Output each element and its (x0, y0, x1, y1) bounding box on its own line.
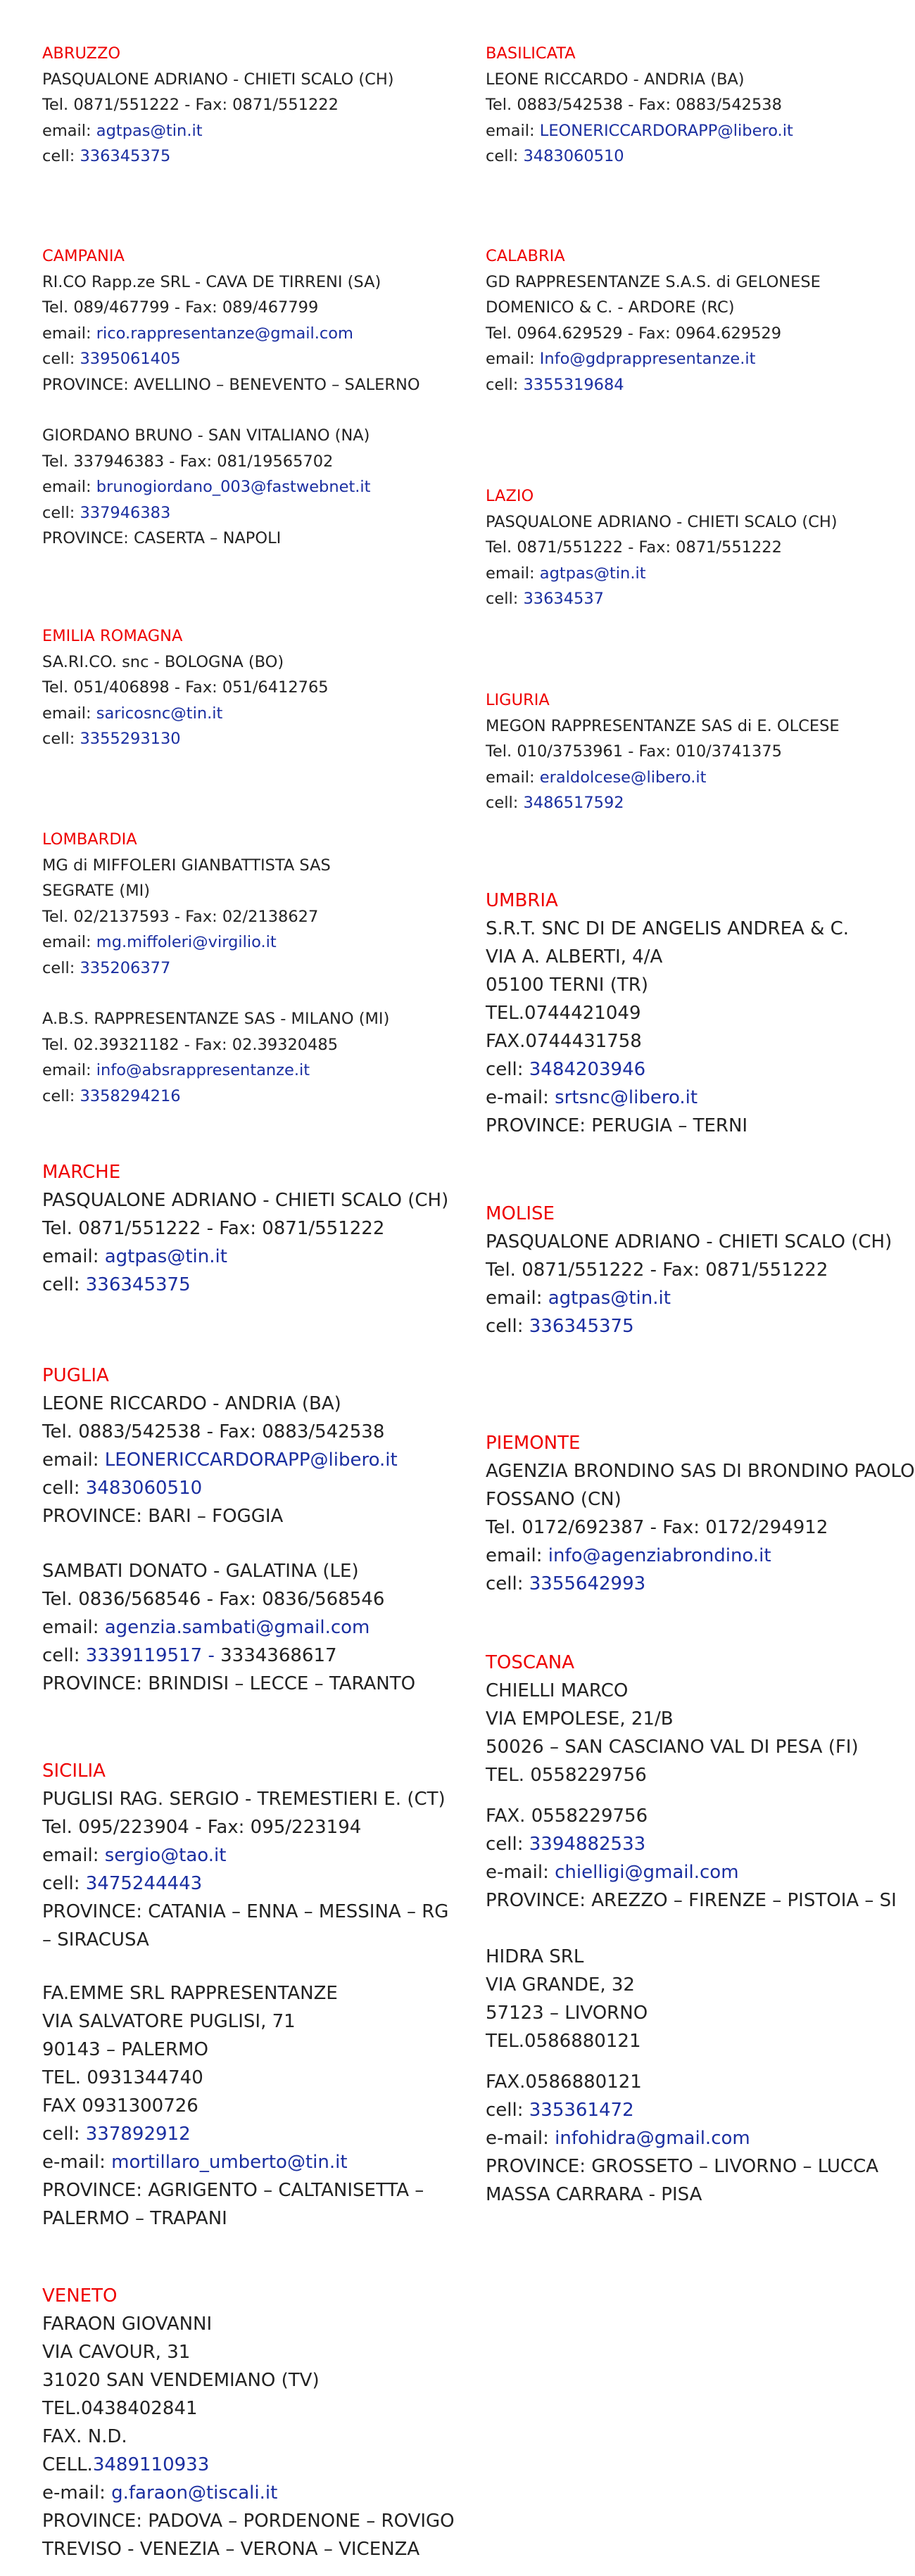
region-heading: CALABRIA (486, 247, 565, 265)
agent-name: GIORDANO BRUNO - SAN VITALIANO (NA) (42, 426, 370, 445)
email-link[interactable]: infohidra@gmail.com (555, 2128, 750, 2149)
agent-name: LEONE RICCARDO - ANDRIA (BA) (42, 1393, 341, 1414)
cell-line (486, 144, 908, 170)
email-label: email: (42, 1449, 99, 1471)
email-line (42, 1058, 465, 1084)
cell-link[interactable]: 3394882533 (529, 1834, 646, 1855)
email-link[interactable]: LEONERICCARDORAPP@libero.it (104, 1449, 398, 1471)
region-umbria (486, 887, 908, 1140)
cell-label: cell: (42, 730, 75, 748)
address-line: 50026 – SAN CASCIANO VAL DI PESA (FI) (486, 1737, 859, 1758)
phone-fax: Tel. 0871/551222 - Fax: 0871/551222 (42, 1218, 385, 1239)
cell-link[interactable]: 3355293130 (80, 730, 181, 748)
cell-label: cell: (42, 958, 75, 977)
region-heading: SICILIA (42, 1760, 106, 1782)
agent-name: A.B.S. RAPPRESENTANZE SAS - MILANO (MI) (42, 1010, 390, 1028)
region-heading: LIGURIA (486, 691, 550, 709)
region-heading: TOSCANA (486, 1652, 575, 1673)
region-piemonte (486, 1429, 915, 1598)
region-sicilia (42, 1757, 465, 2233)
cell-label: cell: (42, 1873, 80, 1894)
email-label: e-mail: (486, 2128, 549, 2149)
region-heading: MOLISE (486, 1203, 555, 1224)
cell-label: cell: (486, 1059, 524, 1080)
agent-name: CHIELLI MARCO (486, 1680, 629, 1701)
agent-name: FARAON GIOVANNI (42, 2314, 213, 2335)
phone-fax: Tel. 0871/551222 - Fax: 0871/551222 (486, 538, 782, 557)
email-label: email: (42, 1845, 99, 1866)
cell-link[interactable]: 3355642993 (529, 1573, 646, 1594)
phone-line: TEL.0438402841 (42, 2398, 198, 2419)
email-link[interactable]: info@absrappresentanze.it (96, 1061, 310, 1079)
cell-label: cell: (486, 794, 519, 812)
cell-line (42, 346, 465, 372)
address-line: 31020 SAN VENDEMIANO (TV) (42, 2370, 320, 2391)
province-line: PROVINCE: CASERTA – NAPOLI (42, 529, 282, 547)
agent-name: GD RAPPRESENTANZE S.A.S. di GELONESE (486, 272, 821, 291)
phone-fax: Tel. 02/2137593 - Fax: 02/2138627 (42, 907, 319, 926)
region-heading: BASILICATA (486, 44, 576, 63)
province-line: PROVINCE: AGRIGENTO – CALTANISETTA – (42, 2180, 424, 2201)
province-line: PROVINCE: BARI – FOGGIA (42, 1506, 284, 1527)
cell-line (42, 1474, 465, 1502)
region-heading: PUGLIA (42, 1365, 109, 1386)
email-label: email: (486, 350, 535, 368)
region-molise (486, 1200, 908, 1340)
phone-fax: Tel. 095/223904 - Fax: 095/223194 (42, 1817, 362, 1838)
cell-line (42, 144, 465, 170)
cell-link[interactable]: 3489110933 (92, 2454, 210, 2475)
cell-line (486, 790, 908, 816)
spacer (42, 1530, 465, 1557)
address-line: VIA A. ALBERTI, 4/A (486, 946, 663, 967)
email-link[interactable]: agtpas@tin.it (548, 1288, 671, 1309)
email-link[interactable]: mortillaro_umberto@tin.it (111, 2152, 348, 2173)
cell-link[interactable]: 3355319684 (523, 375, 624, 394)
cell-label: cell: (486, 1573, 524, 1594)
email-line (42, 1613, 465, 1642)
region-basilicata (486, 41, 908, 170)
email-line (42, 1243, 465, 1271)
agent-name: MG di MIFFOLERI GIANBATTISTA SAS (42, 856, 331, 875)
fax-line: FAX. N.D. (42, 2426, 127, 2447)
agent-name: HIDRA SRL (486, 1946, 584, 1967)
email-line (42, 474, 465, 500)
phone-fax: Tel. 0172/692387 - Fax: 0172/294912 (486, 1517, 828, 1538)
region-heading: MARCHE (42, 1162, 121, 1183)
agent-name: MEGON RAPPRESENTANZE SAS di E. OLCESE (486, 716, 840, 735)
cell-link[interactable]: 337946383 (80, 503, 171, 522)
email-line (42, 118, 465, 144)
spacer (42, 981, 465, 1006)
email-line (42, 1446, 465, 1474)
email-link[interactable]: g.faraon@tiscali.it (111, 2482, 278, 2504)
cell-line (486, 1055, 908, 1084)
cell-line (42, 500, 465, 526)
email-line (42, 2148, 465, 2176)
spacer (486, 1915, 908, 1943)
phone-fax: Tel. 051/406898 - Fax: 051/6412765 (42, 678, 329, 697)
email-label: email: (486, 1288, 543, 1309)
region-calabria (486, 243, 908, 398)
phone-fax: Tel. 0883/542538 - Fax: 0883/542538 (42, 1421, 385, 1442)
address-line: 05100 TERNI (TR) (486, 975, 648, 996)
phone-line: TEL. 0558229756 (486, 1765, 647, 1786)
phone-fax: Tel. 0871/551222 - Fax: 0871/551222 (486, 1260, 828, 1281)
region-emilia-romagna (42, 623, 465, 752)
phone-fax: Tel. 0964.629529 - Fax: 0964.629529 (486, 324, 782, 343)
spacer (486, 1789, 908, 1802)
email-link[interactable]: sergio@tao.it (104, 1845, 227, 1866)
email-label: email: (486, 768, 535, 787)
cell-line (42, 1870, 465, 1898)
email-link[interactable]: eraldolcese@libero.it (539, 768, 707, 787)
email-line (486, 1858, 908, 1886)
email-line (486, 346, 908, 372)
email-line (486, 561, 908, 587)
region-lombardia (42, 827, 465, 1109)
email-link[interactable]: chielligi@gmail.com (555, 1862, 739, 1883)
agent-name: PASQUALONE ADRIANO - CHIETI SCALO (CH) (486, 1231, 892, 1252)
region-veneto (42, 2282, 465, 2563)
region-heading: PIEMONTE (486, 1433, 581, 1454)
agent-location: SEGRATE (MI) (42, 882, 151, 900)
phone-fax: Tel. 0883/542538 - Fax: 0883/542538 (486, 96, 782, 114)
agent-name: PASQUALONE ADRIANO - CHIETI SCALO (CH) (42, 1190, 449, 1211)
email-link[interactable]: LEONERICCARDORAPP@libero.it (539, 121, 793, 140)
region-heading: UMBRIA (486, 890, 558, 911)
spacer (486, 2055, 908, 2068)
cell-line (486, 1312, 908, 1340)
cell-line (42, 956, 465, 982)
fax-line: FAX.0586880121 (486, 2071, 642, 2093)
email-link[interactable]: srtsnc@libero.it (555, 1087, 698, 1108)
cell-label: cell: (42, 1645, 80, 1666)
province-line: PROVINCE: AVELLINO – BENEVENTO – SALERNO (42, 375, 420, 394)
cell-link[interactable]: 336345375 (529, 1316, 634, 1337)
cell-line (486, 2096, 908, 2124)
email-label: e-mail: (42, 2152, 106, 2173)
agent-name: PASQUALONE ADRIANO - CHIETI SCALO (CH) (42, 70, 394, 89)
fax-line: FAX. 0558229756 (486, 1806, 648, 1827)
email-link[interactable]: rico.rappresentanze@gmail.com (96, 324, 353, 343)
cell-label: cell: (42, 1274, 80, 1295)
cell-label: cell: (42, 503, 75, 522)
province-line: PROVINCE: PERUGIA – TERNI (486, 1115, 748, 1136)
cell-link[interactable]: 336345375 (80, 147, 171, 165)
email-link[interactable]: agtpas@tin.it (96, 121, 203, 140)
phone-fax: Tel. 089/467799 - Fax: 089/467799 (42, 298, 319, 317)
cell-label: cell: (42, 1478, 80, 1499)
province-line: PROVINCE: BRINDISI – LECCE – TARANTO (42, 1673, 416, 1694)
agent-name: RI.CO Rapp.ze SRL - CAVA DE TIRRENI (SA) (42, 272, 381, 291)
province-line: PROVINCE: GROSSETO – LIVORNO – LUCCA (486, 2156, 879, 2177)
email-line (42, 2479, 465, 2507)
agent-name: SAMBATI DONATO - GALATINA (LE) (42, 1561, 359, 1582)
cell-link[interactable]: 337892912 (85, 2124, 191, 2145)
email-label: e-mail: (42, 2482, 106, 2504)
email-label: email: (42, 933, 92, 951)
email-label: email: (486, 1545, 543, 1566)
cell-link[interactable]: 335206377 (80, 958, 171, 977)
email-link[interactable]: agenzia.sambati@gmail.com (104, 1617, 370, 1638)
phone-line: TEL.0586880121 (486, 2031, 641, 2052)
cell-link[interactable]: 33634537 (523, 590, 604, 608)
email-label: e-mail: (486, 1862, 549, 1883)
cell-label: cell: (486, 375, 519, 394)
region-heading: ABRUZZO (42, 44, 121, 63)
email-line (486, 1084, 908, 1112)
province-line: TREVISO - VENEZIA – VERONA – VICENZA (42, 2539, 420, 2560)
phone-line: TEL.0744421049 (486, 1003, 641, 1024)
email-link[interactable]: Info@gdprappresentanze.it (539, 350, 756, 368)
email-link[interactable]: agtpas@tin.it (104, 1246, 227, 1267)
email-line (42, 929, 465, 956)
email-label: email: (42, 121, 92, 140)
province-line: PROVINCE: PADOVA – PORDENONE – ROVIGO (42, 2511, 455, 2532)
cell-line (42, 1271, 465, 1299)
agent-name: S.R.T. SNC DI DE ANGELIS ANDREA & C. (486, 918, 850, 939)
email-link[interactable]: saricosnc@tin.it (96, 704, 223, 723)
email-label: email: (42, 1246, 99, 1267)
cell-label: cell: (486, 2100, 524, 2121)
agent-name: PUGLISI RAG. SERGIO - TREMESTIERI E. (CT) (42, 1789, 446, 1810)
region-heading: LOMBARDIA (42, 830, 137, 849)
region-heading: EMILIA ROMAGNA (42, 627, 183, 645)
region-toscana (486, 1649, 908, 2209)
region-puglia (42, 1362, 465, 1698)
spacer (42, 398, 465, 423)
cell-link[interactable]: 335361472 (529, 2100, 634, 2121)
address-line: VIA SALVATORE PUGLISI, 71 (42, 2011, 296, 2032)
address-line: VIA CAVOUR, 31 (42, 2342, 191, 2363)
agent-name: PASQUALONE ADRIANO - CHIETI SCALO (CH) (486, 512, 838, 531)
address-line: 90143 – PALERMO (42, 2039, 208, 2060)
address-line: 57123 – LIVORNO (486, 2003, 648, 2024)
region-campania (42, 243, 465, 552)
cell-line (42, 2451, 465, 2479)
fax-line: FAX 0931300726 (42, 2095, 198, 2117)
agent-name: SA.RI.CO. snc - BOLOGNA (BO) (42, 652, 284, 671)
province-line: – SIRACUSA (42, 1929, 149, 1950)
agent-name: FA.EMME SRL RAPPRESENTANZE (42, 1983, 338, 2004)
cell-line (486, 1570, 908, 1598)
cell-line (42, 726, 465, 752)
cell-link[interactable]: 3475244443 (85, 1873, 203, 1894)
cell-link[interactable]: 3486517592 (523, 794, 624, 812)
region-marche (42, 1158, 465, 1299)
email-line (42, 701, 465, 727)
cell-line (42, 2120, 465, 2148)
cell-label: cell: (42, 2124, 80, 2145)
phone-fax: Tel. 02.39321182 - Fax: 02.39320485 (42, 1035, 339, 1054)
email-line (486, 2124, 908, 2152)
email-link[interactable]: info@agenziabrondino.it (548, 1545, 771, 1566)
cell-line (486, 1830, 908, 1858)
phone-fax: Tel. 0836/568546 - Fax: 0836/568546 (42, 1589, 385, 1610)
email-link[interactable]: agtpas@tin.it (539, 564, 646, 583)
email-line (42, 321, 465, 347)
cell-label: cell: (42, 147, 75, 165)
spacer (42, 1954, 465, 1979)
email-label: email: (42, 324, 92, 343)
region-abruzzo (42, 41, 465, 170)
region-heading: CAMPANIA (42, 247, 125, 265)
region-heading: VENETO (42, 2285, 118, 2307)
email-label: email: (42, 1061, 92, 1079)
email-label: email: (486, 564, 535, 583)
email-line (486, 765, 908, 791)
cell-label: cell: (42, 1086, 75, 1105)
region-lazio (486, 483, 908, 612)
cell-link[interactable]: 336345375 (85, 1274, 191, 1295)
cell-label: cell: (486, 590, 519, 608)
cell-line (486, 586, 908, 612)
province-line: PALERMO – TRAPANI (42, 2208, 227, 2229)
province-line: PROVINCE: CATANIA – ENNA – MESSINA – RG (42, 1901, 449, 1922)
email-line (486, 1284, 908, 1312)
province-line: PROVINCE: AREZZO – FIRENZE – PISTOIA – SI (486, 1890, 897, 1911)
cell-label: CELL. (42, 2454, 93, 2475)
cell-line (486, 372, 908, 398)
cell-label: cell: (486, 1834, 524, 1855)
email-line (486, 1542, 908, 1570)
email-label: e-mail: (486, 1087, 549, 1108)
cell-label: cell: (42, 350, 75, 368)
cell-extra: 3334368617 (220, 1645, 337, 1666)
agent-name: AGENZIA BRONDINO SAS DI BRONDINO PAOLO (486, 1461, 915, 1482)
email-label: email: (42, 478, 92, 496)
email-link[interactable]: brunogiordano_003@fastwebnet.it (96, 478, 371, 496)
region-heading: LAZIO (486, 487, 534, 505)
address-line: VIA GRANDE, 32 (486, 1974, 635, 1996)
phone-fax: Tel. 010/3753961 - Fax: 010/3741375 (486, 742, 782, 761)
email-label: email: (42, 704, 92, 723)
email-link[interactable]: mg.miffoleri@virgilio.it (96, 933, 277, 951)
agent-name-cont: DOMENICO & C. - ARDORE (RC) (486, 298, 735, 317)
cell-link[interactable]: 3484203946 (529, 1059, 646, 1080)
cell-link[interactable]: 3358294216 (80, 1086, 181, 1105)
cell-line (42, 1642, 465, 1670)
phone-line: TEL. 0931344740 (42, 2067, 203, 2088)
email-line (42, 1841, 465, 1870)
agent-name: LEONE RICCARDO - ANDRIA (BA) (486, 70, 745, 89)
cell-link[interactable]: 3395061405 (80, 350, 181, 368)
email-label: email: (486, 121, 535, 140)
phone-fax: Tel. 337946383 - Fax: 081/19565702 (42, 452, 334, 471)
province-line: MASSA CARRARA - PISA (486, 2184, 702, 2205)
email-label: email: (42, 1617, 99, 1638)
cell-label: cell: (486, 147, 519, 165)
cell-link[interactable]: 3483060510 (85, 1478, 203, 1499)
cell-link[interactable]: 3483060510 (523, 147, 624, 165)
cell-line (42, 1084, 465, 1110)
region-liguria (486, 687, 908, 816)
address-line: VIA EMPOLESE, 21/B (486, 1708, 674, 1730)
agent-location: FOSSANO (CN) (486, 1489, 621, 1510)
cell-link[interactable]: 3339119517 - (85, 1645, 221, 1666)
fax-line: FAX.0744431758 (486, 1031, 642, 1052)
email-line (486, 118, 908, 144)
phone-fax: Tel. 0871/551222 - Fax: 0871/551222 (42, 96, 339, 114)
cell-label: cell: (486, 1316, 524, 1337)
